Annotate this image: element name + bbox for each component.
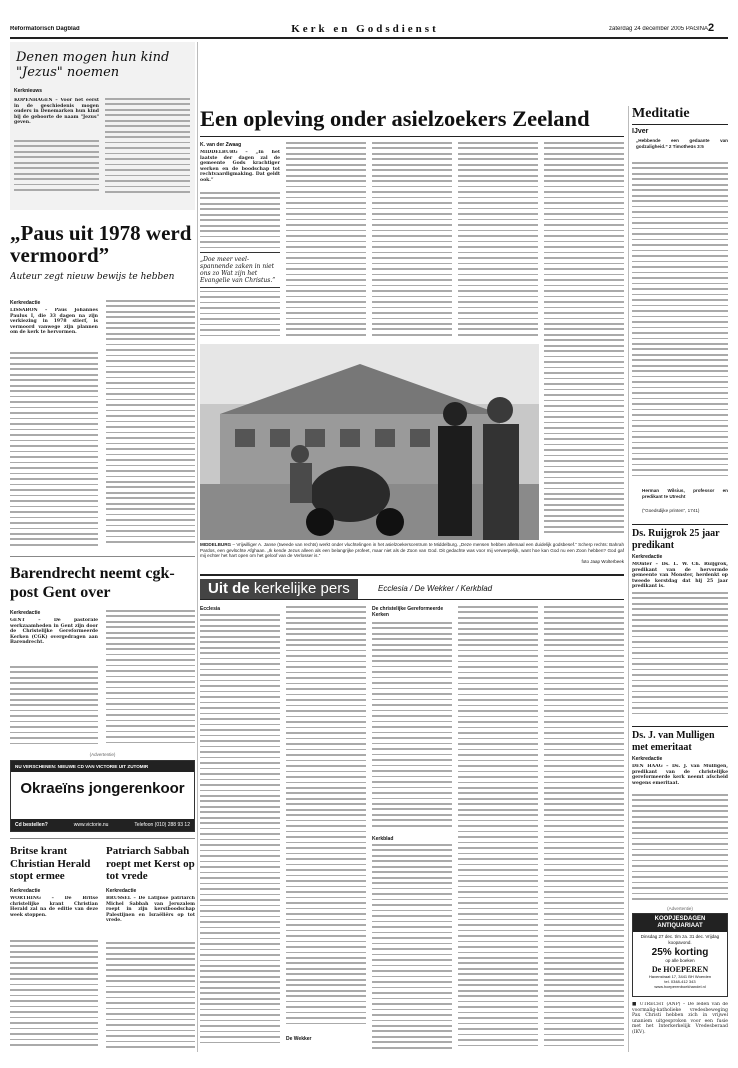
divider — [632, 524, 728, 525]
body-text — [632, 162, 728, 486]
pers-title-a: Uit de — [208, 580, 250, 597]
kicker: Kerkredactie — [10, 888, 41, 894]
divider — [632, 726, 728, 727]
ad-website-link[interactable]: www.victorie.nu — [73, 822, 109, 828]
kicker: Kerknieuws — [14, 88, 43, 94]
meditation-subtitle: IJver — [632, 128, 649, 135]
body-text — [372, 844, 452, 1052]
lead-text: DEN HAAG – Ds. J. van Mulligen, predikant van de christelijke gereformeerde kerk neemt afscheid wegens emeritaat. — [632, 764, 728, 786]
divider — [10, 556, 195, 557]
column-left — [10, 42, 195, 1052]
subhead-paus: Auteur zegt nieuw bewijs te hebben — [10, 272, 175, 282]
meditation-title: Meditatie — [632, 106, 728, 125]
column-right — [632, 106, 728, 1052]
body-text — [286, 606, 366, 1032]
column-separator — [628, 106, 629, 1052]
article-denen — [10, 42, 195, 210]
advertisement-koopjesdagen[interactable] — [632, 913, 728, 997]
meditation-source: ("Goedsdijke printen", 1741) — [642, 508, 700, 513]
lead-text: WORTHING – De Britse christelijke krant Christian Herald zal na de editie van deze week stoppen. — [10, 896, 98, 918]
headline-ruijgrok: Ds. Ruijgrok 25 jaar predikant — [632, 528, 720, 551]
body-text — [106, 942, 195, 1050]
ad-address: Havenstraat 17, 3441 BH Woerden — [648, 974, 712, 979]
body-text — [544, 142, 624, 537]
page-number: 2 — [708, 22, 715, 34]
pers-heading-ecclesia: Ecclesia — [200, 606, 221, 612]
ad-top-banner: NU VERSCHENEN: NIEUWE CD VAN VICTORIE UIT ZUTOMIR — [11, 761, 194, 772]
headline: Denen mogen hun kind "Jezus" noemen — [16, 50, 170, 80]
masthead-date: zaterdag 24 december 2005 PAGINA — [609, 26, 708, 32]
ad-footer — [11, 819, 194, 831]
section-title: Kerk en Godsdienst — [291, 23, 439, 35]
body-text — [632, 592, 728, 722]
kicker: Kerkredactie — [632, 756, 663, 762]
photo-credit: foto Jaap Wolterbeek — [581, 559, 624, 564]
column-separator — [197, 42, 198, 1052]
main-photo — [200, 344, 539, 540]
body-text — [632, 794, 728, 904]
kicker: Kerkredactie — [10, 300, 41, 306]
meditation-quote: „Hebbende een gedaante van godzaligheid.” 2 Timotheüs 3:5 — [636, 138, 728, 149]
lead-text: KOPENHAGEN – Voor het eerst in de geschiedenis mogen ouders in Denemarken hun kind bij de geboorte de naam "Jezus" geven. — [14, 98, 99, 126]
pers-sources: Ecclesia / De Wekker / Kerkblad — [378, 584, 493, 593]
ad-discount-sub: op alle boeken — [665, 958, 695, 963]
brief-text: UTRECHT (ANP) – De leden van de voormalig-katholieke vredesbeweging Pax Christi hebben zich in vrijwel unaniem uitgesproken voor een fusie met het Interkerkelijk Vredesberaad (IKV). — [632, 1002, 728, 1035]
lead-text: GENT – De pastorale werkzaamheden in Gent zijn door de Christelijke Gereformeerde Kerken (CGK) overgedragen aan Barendrecht. — [10, 618, 98, 646]
ad-phone: tel. 0348-412 343 — [664, 979, 696, 984]
ad-discount: 25% korting — [651, 947, 709, 958]
kicker: Kerkredactie — [632, 554, 663, 560]
advertisement-okraeins[interactable] — [10, 760, 195, 832]
ad-title: KOOPJESDAGEN ANTIQUARIAAT — [633, 914, 727, 932]
ad-label: (Advertentie) — [667, 906, 693, 911]
body-text — [200, 614, 280, 1052]
body-text — [458, 606, 538, 1052]
ad-footer-left: Cd bestellen? — [15, 822, 48, 828]
body-text — [10, 940, 98, 1050]
ad-phone: Telefoon (010) 288 93 12 — [134, 822, 190, 828]
kicker: Kerkredactie — [10, 610, 41, 616]
lead-text: MIDDELBURG – „In het laatste der dagen zal de gemeente Gods krachtiger werken en de boodschap tot rechtvaardigmaking. Dat geldt ook.” — [200, 150, 280, 183]
header-rule — [10, 37, 728, 39]
headline-patriarch: Patriarch Sabbah roept met Kerst op tot vrede — [106, 845, 195, 882]
ad-title: Okraeïns jongerenkoor — [20, 780, 185, 797]
pers-heading-cgk: De christelijke Gereformeerde Kerken — [372, 606, 444, 618]
body-text — [10, 666, 98, 750]
body-text — [14, 140, 99, 200]
bullet-icon: ■ — [632, 1002, 640, 1007]
body-text — [372, 142, 452, 340]
body-text — [10, 352, 98, 552]
lead-text: BRUSSEL – De Latijnse patriarch Michel Sabbah van Jeruzalem roept in zijn kerstboodschap Palestijnen en Israëliërs op tot vrede. — [106, 896, 195, 924]
divider — [10, 838, 195, 839]
headline-barendrecht: Barendrecht neemt cgk-post Gent over — [10, 565, 175, 601]
main-headline: Een opleving onder asielzoekers Zeeland — [200, 106, 590, 131]
headline-mulligen: Ds. J. van Mulligen met emeritaat — [632, 730, 715, 753]
ad-label: (Advertentie) — [89, 752, 116, 757]
body-text — [544, 606, 624, 1052]
pers-heading-kerkblad: Kerkblad — [372, 836, 394, 842]
body-text — [105, 98, 190, 200]
headline-paus: „Paus uit 1978 werd vermoord” — [10, 222, 192, 266]
ad-website-link[interactable]: www.hoeperenboekhandel.nl — [654, 984, 706, 989]
lead-text: LISSABON – Paus Johannes Paulus I, die 33 dagen na zijn verkiezing in 1978 stierf, is vermoord vanwege zijn plannen om de kerk te hervormen. — [10, 308, 98, 336]
news-brief-utrecht — [632, 1002, 728, 1050]
byline: K. van der Zwaag — [200, 142, 242, 148]
pers-title-box — [200, 579, 358, 599]
kicker: Kerkredactie — [106, 888, 137, 894]
ad-dates: Dinsdag 27 dec. t/m za. 31 dec. Vrijdag koopavond. — [640, 934, 720, 945]
lead-text: MOnter – Ds. L. W. Ch. Ruijgrok, predikant van de hervormde gemeente van Monster, herdenkt op tweede kerstdag dat hij 25 jaar predikant is. — [632, 562, 728, 590]
body-text — [106, 610, 195, 750]
headline-rule — [200, 136, 624, 137]
body-text — [106, 300, 195, 552]
caption-text: – Vrijwilliger A. Janse (tweede van rechts) werkt onder vluchtelingen in het asielzoekerscentrum te Middelburg. „Deze mensen hebben allemaal een duidelijk godsbesef.” Scherp rechts: Bahrah Pardos, een gevlüchte Afghaan. „Ik kende Jezus alleen als een belangrijke profeet, maar niet als de Zoon van God. Dit gedachte was voor mij verwerpelijk, want hoe kan God nu een Zoon hebben? God gaf mij echter het hart open om het geloof van de Verlosser is.” — [200, 542, 624, 559]
body-text — [458, 142, 538, 340]
body-text — [372, 622, 452, 832]
pers-heading-wekker: De Wekker — [286, 1036, 366, 1042]
caption-location: MIDDELBURG — [200, 542, 232, 547]
pull-quote: „Doe meer veel-spannende zaken in niet ons zo Wat zijn het Evangelie van Christus.” — [200, 252, 280, 288]
meditation-author: Herman Wilsius, professor en predikant te Utrecht — [642, 488, 728, 499]
body-text — [286, 142, 366, 340]
pers-banner — [200, 574, 624, 600]
ad-brand: De HOEPEREN — [651, 965, 709, 974]
pers-title-b: kerkelijke pers — [253, 580, 350, 597]
masthead-left: Reformatorisch Dagblad — [10, 26, 80, 32]
headline-britse-krant: Britse krant Christian Herald stopt ermee — [10, 845, 91, 882]
